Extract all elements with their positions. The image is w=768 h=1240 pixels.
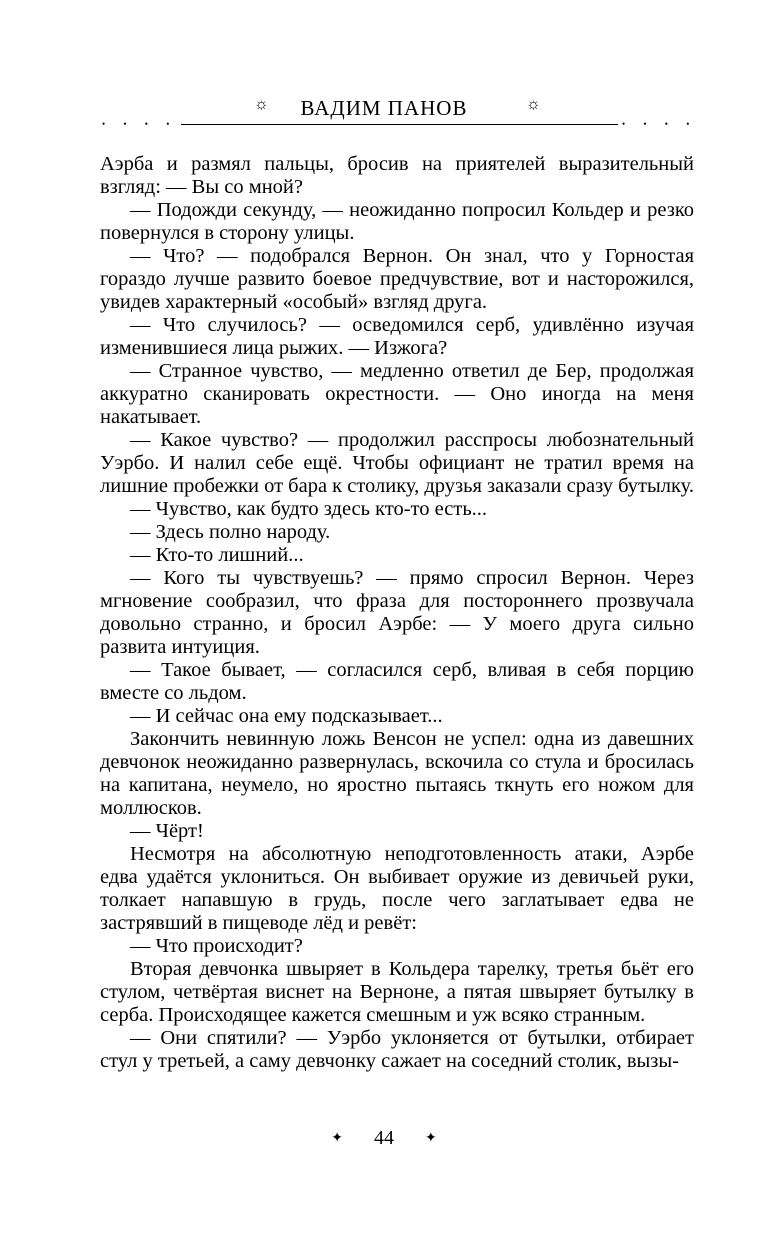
paragraph: — Странное чувство, — медленно ответил де Бер, продолжая аккуратно сканировать окрестности. — Оно иногда на меня накатывает. bbox=[100, 360, 694, 428]
paragraph: Несмотря на абсолютную неподготовленность атаки, Аэрбе едва удаётся уклониться. Он выбивает оружие из девичьей руки, толкает напавшую в грудь, после чего заглатывает едва не застрявший в пищеводе лёд и ревёт: bbox=[100, 843, 694, 934]
rule-dots-right-icon: • • • • bbox=[618, 118, 701, 130]
star-ornament-icon: ✦ bbox=[425, 1130, 437, 1146]
running-header bbox=[0, 92, 768, 132]
star-ornament-icon: ✦ bbox=[331, 1130, 343, 1146]
paragraph: Аэрба и размял пальцы, бросив на приятелей выразительный взгляд: — Вы со мной? bbox=[100, 153, 694, 198]
header-rule bbox=[100, 124, 694, 125]
paragraph: Закончить невинную ложь Венсон не успел: одна из давешних девчонок неожиданно развернулась, вскочила со стула и бросилась на капитана, неумело, но яростно пытаясь ткнуть его ножом для моллюсков. bbox=[100, 728, 694, 819]
page-number: 44 bbox=[374, 1126, 394, 1149]
rule-dots-left-icon: • • • • bbox=[98, 118, 181, 130]
paragraph: — Они спятили? — Уэрбо уклоняется от бутылки, отбирает стул у третьей, а саму девчонку сажает на соседний столик, вызы- bbox=[100, 1027, 694, 1072]
paragraph: — Кто-то лишний... bbox=[130, 544, 304, 566]
page-footer bbox=[0, 1126, 768, 1150]
paragraph: — Чёрт! bbox=[130, 820, 204, 842]
paragraph: — Что происходит? bbox=[130, 935, 303, 957]
paragraph: — Кого ты чувствуешь? — прямо спросил Вернон. Через мгновение сообразил, что фраза для постороннего прозвучала довольно странно, и бросил Аэрбе: — У моего друга сильно развита интуиция. bbox=[100, 567, 694, 658]
sun-ornament-icon: ☼ bbox=[526, 96, 541, 113]
body-text bbox=[100, 153, 694, 1073]
paragraph: — Что случилось? — осведомился серб, удивлённо изучая изменившиеся лица рыжих. — Изжога? bbox=[100, 314, 694, 359]
paragraph: — Такое бывает, — согласился серб, вливая в себя порцию вместе со льдом. bbox=[100, 659, 694, 704]
paragraph: — Что? — подобрался Вернон. Он знал, что у Горностая гораздо лучше развито боевое предчувствие, вот и насторожился, увидев характерный «особый» взгляд друга. bbox=[100, 245, 694, 313]
paragraph: — И сейчас она ему подсказывает... bbox=[130, 705, 443, 727]
paragraph: — Подожди секунду, — неожиданно попросил Кольдер и резко повернулся в сторону улицы. bbox=[100, 199, 694, 244]
paragraph: Вторая девчонка швыряет в Кольдера тарелку, третья бьёт его стулом, четвёртая виснет на Верноне, а пятая швыряет бутылку в серба. Происходящее кажется смешным и уж всяко странным. bbox=[100, 958, 694, 1026]
author-name: ВАДИМ ПАНОВ bbox=[300, 96, 468, 120]
paragraph: — Какое чувство? — продолжил расспросы любознательный Уэрбо. И налил себе ещё. Чтобы официант не тратил время на лишние пробежки от бара к столику, друзья заказали сразу бутылку. bbox=[100, 429, 694, 497]
sun-ornament-icon: ☼ bbox=[254, 96, 269, 113]
paragraph: — Здесь полно народу. bbox=[130, 521, 331, 543]
paragraph: — Чувство, как будто здесь кто-то есть... bbox=[130, 498, 488, 520]
